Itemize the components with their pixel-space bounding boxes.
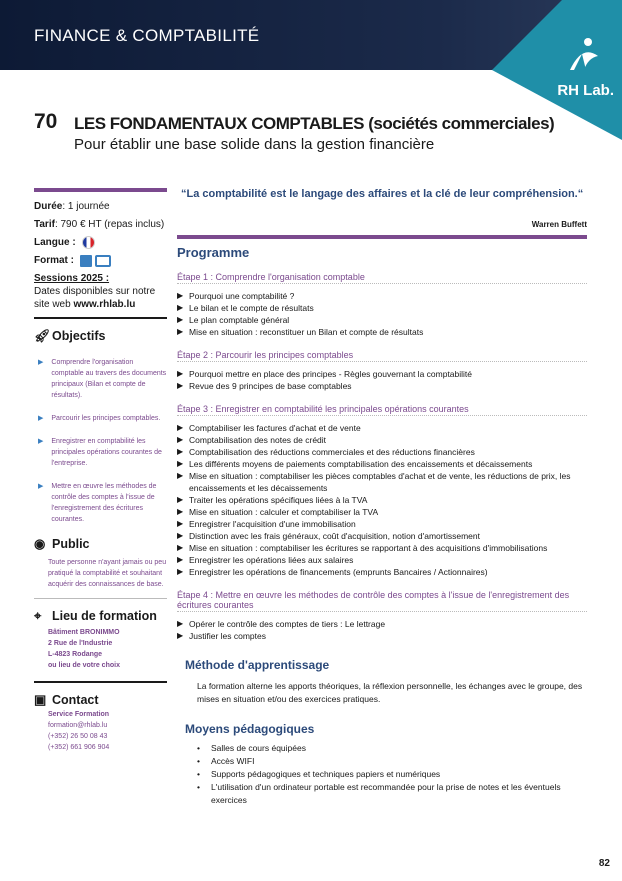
course-number: 70 (34, 110, 58, 133)
list-item (177, 434, 587, 446)
list-item (177, 326, 587, 338)
bullet-icon: ▶ (177, 519, 184, 528)
divider (34, 317, 167, 319)
list-item (177, 530, 587, 542)
sessions-desc: Dates disponibles sur notre site web (34, 286, 156, 310)
item-text: Le plan comptable général (189, 315, 290, 325)
bullet-icon: ▶ (177, 631, 184, 640)
moyen-text: L'utilisation d'un ordinateur portable est recommandée pour la prise de notes et les éventuels exercices (211, 782, 561, 805)
bullet-icon: ▶ (38, 483, 44, 490)
bullet-icon: ▶ (38, 438, 44, 445)
objectifs-heading (34, 329, 167, 343)
item-text: Mise en situation : comptabiliser les écritures se rapportant à des acquisitions d'immobilisations (189, 543, 548, 553)
item-text: Comptabilisation des réductions commerciales et des réductions financières (189, 447, 475, 457)
moyens-title: Moyens pédagogiques (185, 722, 315, 736)
objectifs-list (34, 357, 167, 525)
bullet-icon: ▶ (177, 471, 184, 480)
list-item (38, 357, 167, 401)
lieu-line: L-4823 Rodange (48, 651, 103, 658)
format-label: Format : (34, 255, 74, 266)
list-item (197, 755, 587, 768)
list-item (177, 630, 587, 642)
contact-card-icon: ▣ (34, 692, 47, 707)
bullet-icon: • (197, 756, 200, 766)
item-text: Opérer le contrôle des comptes de tiers : Le lettrage (189, 619, 386, 629)
list-item (177, 380, 587, 392)
item-text: Les différents moyens de paiements comptabilisation des encaissements et décaissements (189, 459, 533, 469)
step-items (177, 368, 587, 392)
bullet-icon: ▶ (177, 423, 184, 432)
course-info (34, 200, 167, 311)
public-text: Toute personne n'ayant jamais ou peu pratiqué la comptabilité et souhaitant acquérir des connaissances de base. (48, 559, 167, 588)
contact-heading (34, 693, 167, 707)
tarif-row (34, 218, 167, 231)
bullet-icon: ▶ (177, 507, 184, 516)
bullet-icon: ▶ (177, 495, 184, 504)
list-item (38, 413, 167, 424)
step-items (177, 618, 587, 642)
list-item (177, 290, 587, 302)
step-heading: Étape 4 : Mettre en œuvre les méthodes de contrôle des comptes à l'issue de l'enregistrement des écritures courantes (177, 590, 587, 612)
bullet-icon: ▶ (177, 447, 184, 456)
item-text: Comptabiliser les factures d'achat et de vente (189, 423, 361, 433)
item-text: Enregistrer l'acquisition d'une immobilisation (189, 519, 356, 529)
bullet-icon: • (197, 769, 200, 779)
contact-title: Contact (52, 693, 99, 707)
format-row (34, 254, 167, 267)
bullet-icon: ▶ (177, 303, 184, 312)
list-item (197, 781, 587, 807)
lieu-address (34, 627, 167, 671)
bullet-icon: • (197, 782, 200, 792)
public-icon: ◉ (34, 536, 46, 551)
item-text: Mise en situation : reconstituer un Bilan et compte de résultats (189, 327, 424, 337)
duree-label: Durée (34, 201, 63, 212)
list-item (177, 422, 587, 434)
item-text: Revue des 9 principes de base comptables (189, 381, 352, 391)
course-subtitle: Pour établir une base solide dans la gestion financière (74, 136, 435, 153)
location-pin-icon: ⌖ (34, 608, 42, 623)
left-column (34, 188, 167, 753)
methode-text: La formation alterne les apports théoriques, la réflexion personnelle, les échanges avec le groupe, des mises en situation et/ou des exercices pratiques. (197, 681, 583, 704)
bullet-icon: ▶ (177, 291, 184, 300)
list-item (177, 542, 587, 554)
step-heading: Étape 1 : Comprendre l'organisation comptable (177, 272, 587, 284)
moyen-text: Accès WIFI (211, 756, 255, 766)
bullet-icon: ▶ (177, 567, 184, 576)
page-number: 82 (598, 858, 610, 869)
duree-value: : 1 journée (62, 201, 110, 212)
logo-text: RH Lab. (557, 82, 614, 99)
list-item (38, 436, 167, 469)
item-text: Mise en situation : calculer et comptabiliser la TVA (189, 507, 379, 517)
item-text: Pourquoi une comptabilité ? (189, 291, 295, 301)
remote-icon (95, 255, 111, 267)
quote-author: Warren Buffett (531, 220, 587, 229)
tarif-label: Tarif (34, 219, 55, 230)
lieu-line: 2 Rue de l'Industrie (48, 640, 113, 647)
contact-email[interactable]: formation@rhlab.lu (48, 722, 108, 729)
category-title: FINANCE & COMPTABILITÉ (34, 26, 260, 45)
list-item (177, 554, 587, 566)
divider (34, 598, 167, 599)
lieu-title: Lieu de formation (52, 609, 157, 623)
item-text: Pourquoi mettre en place des principes - Règles gouvernant la comptabilité (189, 369, 473, 379)
item-text: Traiter les opérations spécifiques liées à la TVA (189, 495, 368, 505)
quote-text: “La comptabilité est le langage des affaires et la clé de leur compréhension.“ (181, 188, 584, 200)
objectif-text: Mettre en œuvre les méthodes de contrôle des comptes à l'issue de l'enregistrement des écritures courantes. (51, 483, 157, 523)
objectif-text: Comprendre l'organisation comptable au travers des documents principaux (Bilan et compte de résultats). (51, 359, 167, 399)
objectif-text: Parcourir les principes comptables. (51, 415, 161, 422)
step-items (177, 290, 587, 338)
lieu-line: ou lieu de votre choix (48, 662, 120, 669)
programme-bar (177, 235, 587, 239)
left-top-bar (34, 188, 167, 192)
bullet-icon: ▶ (38, 359, 44, 366)
methode-title: Méthode d'apprentissage (185, 658, 330, 672)
course-title: LES FONDAMENTAUX COMPTABLES (sociétés commerciales) (74, 114, 555, 133)
french-flag-icon (82, 236, 95, 249)
item-text: Justifier les comptes (189, 631, 266, 641)
item-text: Distinction avec les frais généraux, coût d'acquisition, notion d'amortissement (189, 531, 480, 541)
divider (34, 681, 167, 683)
tarif-value: : 790 € HT (repas inclus) (54, 219, 165, 230)
bullet-icon: ▶ (177, 315, 184, 324)
item-text: Mise en situation : comptabiliser les pièces comptables d'achat et de vente, les réductions de prix, les encaissements et les décaissements (189, 471, 571, 493)
list-item (177, 518, 587, 530)
public-title: Public (52, 537, 90, 551)
list-item (177, 470, 587, 494)
contact-phone[interactable]: (+352) 26 50 08 43 (48, 733, 108, 740)
public-heading (34, 537, 167, 551)
step-heading: Étape 2 : Parcourir les principes comptables (177, 350, 587, 362)
building-icon (80, 255, 92, 267)
item-text: Enregistrer les opérations liées aux salaires (189, 555, 354, 565)
list-item (197, 742, 587, 755)
list-item (177, 446, 587, 458)
step-heading: Étape 3 : Enregistrer en comptabilité les principales opérations courantes (177, 404, 587, 416)
contact-details (34, 709, 167, 753)
langue-label: Langue : (34, 237, 76, 248)
sessions-title: Sessions 2025 : (34, 273, 110, 284)
rocket-icon: 🚀︎ (34, 328, 51, 343)
moyen-text: Supports pédagogiques et techniques papiers et numériques (211, 769, 441, 779)
logo-icon (562, 36, 602, 76)
bullet-icon: ▶ (177, 381, 184, 390)
list-item (177, 458, 587, 470)
item-text: Enregistrer les opérations de financements (emprunts Bancaires / Actionnaires) (189, 567, 488, 577)
list-item (177, 368, 587, 380)
bullet-icon: ▶ (177, 531, 184, 540)
list-item (38, 481, 167, 525)
lieu-line: Bâtiment BRONIMMO (48, 629, 120, 636)
duree-row (34, 200, 167, 213)
bullet-icon: ▶ (177, 543, 184, 552)
right-column (177, 188, 587, 807)
bullet-icon: ▶ (38, 415, 44, 422)
item-text: Le bilan et le compte de résultats (189, 303, 314, 313)
bullet-icon: ▶ (177, 369, 184, 378)
list-item (177, 506, 587, 518)
bullet-icon: • (197, 743, 200, 753)
lieu-heading (34, 609, 167, 623)
langue-row (34, 236, 167, 249)
list-item (177, 618, 587, 630)
contact-service: Service Formation (48, 711, 110, 718)
list-item (177, 302, 587, 314)
list-item (177, 314, 587, 326)
moyens-list (197, 742, 587, 807)
objectif-text: Enregistrer en comptabilité les principales opérations courantes de l'entreprise. (51, 438, 162, 467)
item-text: Comptabilisation des notes de crédit (189, 435, 327, 445)
bullet-icon: ▶ (177, 555, 184, 564)
sessions-text (34, 285, 167, 311)
bullet-icon: ▶ (177, 619, 184, 628)
list-item (177, 494, 587, 506)
programme-title: Programme (177, 245, 250, 260)
bullet-icon: ▶ (177, 459, 184, 468)
step-items (177, 422, 587, 578)
moyen-text: Salles de cours équipées (211, 743, 306, 753)
list-item (177, 566, 587, 578)
bullet-icon: ▶ (177, 327, 184, 336)
list-item (197, 768, 587, 781)
bullet-icon: ▶ (177, 435, 184, 444)
contact-phone[interactable]: (+352) 661 906 904 (48, 744, 110, 751)
sessions-site[interactable]: www.rhlab.lu (73, 299, 136, 310)
objectifs-title: Objectifs (52, 329, 106, 343)
